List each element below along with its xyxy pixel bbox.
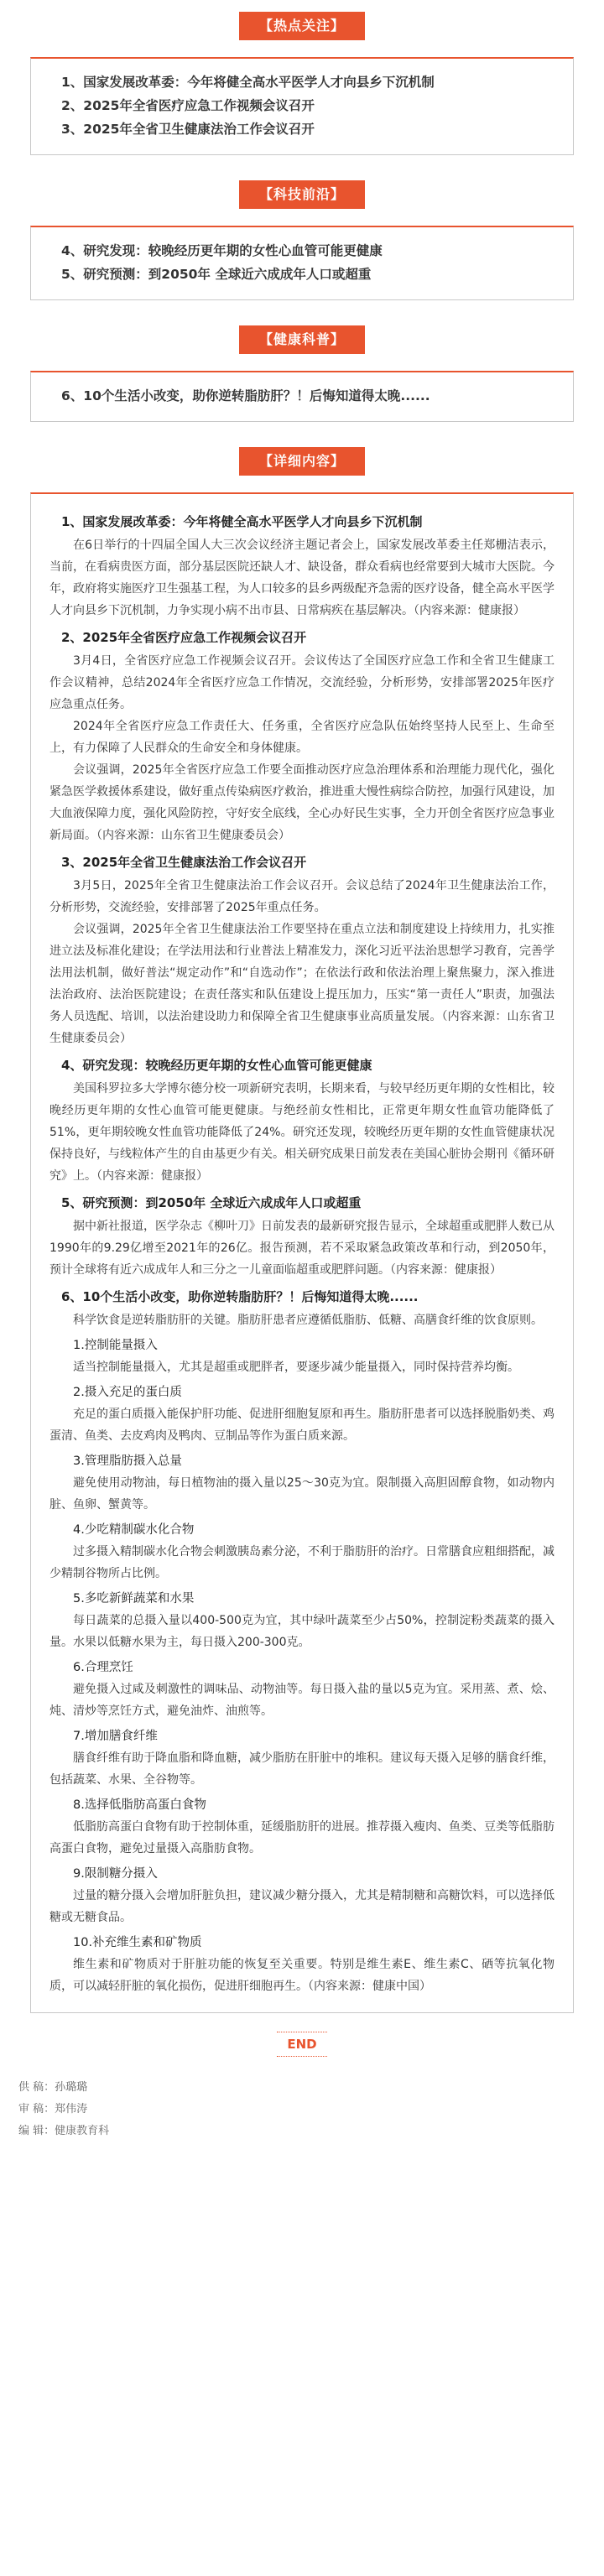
article-title: 6、10个生活小改变，助你逆转脂肪肝？！后悔知道得太晚...... [61,1289,419,1304]
article-paragraph: 3月5日，2025年全省卫生健康法治工作会议召开。会议总结了2024年卫生健康法治工作，分析形势，交流经验，安排部署了2025年重点任务。 [49,879,555,914]
tip-title: 3.管理脂肪摄入总量 [73,1455,182,1468]
tip-title: 6.合理烹饪 [73,1661,133,1674]
headline-item[interactable]: 4、研究发现：较晚经历更年期的女性心血管可能更健康 [61,243,383,258]
credit-supplier: 供 稿：孙璐璐 [18,2081,88,2094]
tip-body: 过量的糖分摄入会增加肝脏负担，建议减少糖分摄入，尤其是精制糖和高糖饮料，可以选择低糖或无糖食品。 [49,1889,555,1924]
article-paragraph: 会议强调，2025年全省医疗应急工作要全面推动医疗应急治理体系和治理能力现代化，强化紧急医学救援体系建设，做好重点传染病医疗救治，推进重大慢性病综合防控，加强行风建设，加大血液保障力度，强化风险防控，守好安全底线，全心办好民生实事，全力开创全省医疗应急事业新局面。（内容来源：山东省卫生健康委员会） [49,763,555,842]
article-1 [49,511,555,622]
article-title: 1、国家发展改革委：今年将健全高水平医学人才向县乡下沉机制 [61,514,423,529]
health-headlines-box [30,371,574,422]
article-paragraph: 美国科罗拉多大学博尔德分校一项新研究表明，长期来看，与较早经历更年期的女性相比，较晚经历更年期的女性心血管可能更健康。与绝经前女性相比，正常更年期女性血管功能降低了51%，更年期较晚女性血管功能降低了24%。研究还发现，较晚经历更年期的女性血管健康状况保持良好，与线粒体产生的自由基更少有关。相关研究成果日前发表在美国心脏协会期刊《循环研究》上。（内容来源：健康报） [49,1082,555,1183]
tip-body: 避免使用动物油，每日植物油的摄入量以25～30克为宜。限制摄入高胆固醇食物，如动物内脏、鱼卵、蟹黄等。 [49,1476,555,1512]
tip-body: 适当控制能量摄入，尤其是超重或肥胖者，要逐步减少能量摄入，同时保持营养均衡。 [73,1361,519,1374]
article-paragraph: 在6日举行的十四届全国人大三次会议经济主题记者会上，国家发展改革委主任郑栅洁表示，当前，在看病贵医方面，部分基层医院还缺人才、缺设备，群众看病也经常要到大城市大医院。今年，政府将实施医疗卫生强基工程，为人口较多的县乡两级配齐急需的医疗设备，健全高水平医学人才向县乡下沉机制，力争实现小病不出市县、日常病疾在基层解决。（内容来源：健康报） [49,539,555,617]
tip-title: 10.补充维生素和矿物质 [73,1936,202,1949]
tip-body: 过多摄入精制碳水化合物会刺激胰岛素分泌，不利于脂肪肝的治疗。日常膳食应粗细搭配，减少精制谷物所占比例。 [49,1545,555,1580]
article-paragraph: 2024年全省医疗应急工作责任大、任务重，全省医疗应急队伍始终坚持人民至上、生命至上，有力保障了人民群众的生命安全和身体健康。 [49,720,555,755]
tip-body: 低脂肪高蛋白食物有助于控制体重，延缓脂肪肝的进展。推荐摄入瘦肉、鱼类、豆类等低脂肪高蛋白食物，避免过量摄入高脂肪食物。 [49,1820,555,1855]
article-5 [49,1192,555,1281]
article-title: 2、2025年全省医疗应急工作视频会议召开 [61,630,307,645]
tip-title: 2.摄入充足的蛋白质 [73,1386,182,1399]
article-title: 5、研究预测：到2050年 全球近六成成年人口或超重 [61,1195,362,1210]
tip-body: 每日蔬菜的总摄入量以400-500克为宜，其中绿叶蔬菜至少占50%，控制淀粉类蔬菜的摄入量。水果以低糖水果为主，每日摄入200-300克。 [49,1614,555,1649]
article-paragraph: 会议强调，2025年全省卫生健康法治工作要坚持在重点立法和制度建设上持续用力，扎实推进立法及标准化建设；在学法用法和行业普法上精准发力，深化习近平法治思想学习教育，完善学法用法机制，做好普法“规定动作”和“自选动作”；在依法行政和依法治理上聚焦聚力，深入推进法治政府、法治医院建设；在责任落实和队伍建设上提压加力，压实“第一责任人”职责，加强法务人员选配、培训，以法治建设助力和保障全省卫生健康事业高质量发展。（内容来源：山东省卫生健康委员会） [49,923,555,1045]
detail-content-box [30,492,574,2013]
tip-title: 8.选择低脂肪高蛋白食物 [73,1798,206,1812]
headline-item[interactable]: 2、2025年全省医疗应急工作视频会议召开 [61,98,315,113]
tip-title: 7.增加膳食纤维 [73,1730,158,1743]
section-label-tech: 【科技前沿】 [239,180,365,209]
tip-title: 1.控制能量摄入 [73,1339,158,1352]
credit-editor: 编 辑：健康教育科 [18,2125,110,2137]
headline-item[interactable]: 6、10个生活小改变，助你逆转脂肪肝？！后悔知道得太晚...... [61,388,430,403]
tech-headlines-box [30,226,574,300]
tip-title: 4.少吃精制碳水化合物 [73,1523,195,1537]
credits [18,2077,604,2142]
article-title: 3、2025年全省卫生健康法治工作会议召开 [61,855,307,870]
article-6 [49,1286,555,1997]
tip-title: 9.限制糖分摄入 [73,1867,158,1881]
headline-item[interactable]: 3、2025年全省卫生健康法治工作会议召开 [61,122,315,137]
headline-item[interactable]: 5、研究预测：到2050年 全球近六成成年人口或超重 [61,267,372,282]
hot-headlines-box [30,57,574,155]
article-2 [49,627,555,846]
section-label-health: 【健康科普】 [239,325,365,354]
article-3 [49,851,555,1049]
credit-reviewer: 审 稿：郑伟涛 [18,2103,88,2115]
article-4 [49,1054,555,1187]
tip-body: 避免摄入过咸及刺激性的调味品、动物油等。每日摄入盐的量以5克为宜。采用蒸、煮、烩、炖、清炒等烹饪方式，避免油炸、油煎等。 [49,1683,555,1718]
section-label-detail: 【详细内容】 [239,447,365,476]
end-mark: END [277,2037,327,2052]
section-label-hot: 【热点关注】 [239,12,365,40]
article-paragraph: 3月4日，全省医疗应急工作视频会议召开。会议传达了全国医疗应急工作和全省卫生健康工作会议精神，总结2024年全省医疗应急工作情况，交流经验，分析形势，安排部署2025年医疗应急重点任务。 [49,654,555,711]
article-title: 4、研究发现：较晚经历更年期的女性心血管可能更健康 [61,1058,372,1073]
tip-body: 膳食纤维有助于降血脂和降血糖，减少脂肪在肝脏中的堆积。建议每天摄入足够的膳食纤维，包括蔬菜、水果、全谷物等。 [49,1751,555,1787]
headline-item[interactable]: 1、国家发展改革委：今年将健全高水平医学人才向县乡下沉机制 [61,75,435,90]
article-paragraph: 据中新社报道，医学杂志《柳叶刀》日前发表的最新研究报告显示，全球超重或肥胖人数已从1990年的9.29亿增至2021年的26亿。报告预测，若不采取紧急政策改革和行动，到2050年，预计全球将有近六成成年人和三分之一儿童面临超重或肥胖问题。（内容来源：健康报） [49,1220,555,1277]
tip-body: 充足的蛋白质摄入能保护肝功能、促进肝细胞复原和再生。脂肪肝患者可以选择脱脂奶类、鸡蛋清、鱼类、去皮鸡肉及鸭肉、豆制品等作为蛋白质来源。 [49,1408,555,1443]
tip-body: 维生素和矿物质对于肝脏功能的恢复至关重要。特别是维生素E、维生素C、硒等抗氧化物质，可以减轻肝脏的氧化损伤，促进肝细胞再生。（内容来源：健康中国） [49,1958,555,1993]
tip-title: 5.多吃新鲜蔬菜和水果 [73,1592,195,1605]
article-paragraph: 科学饮食是逆转脂肪肝的关键。脂肪肝患者应遵循低脂肪、低糖、高膳食纤维的饮食原则。 [73,1314,543,1327]
